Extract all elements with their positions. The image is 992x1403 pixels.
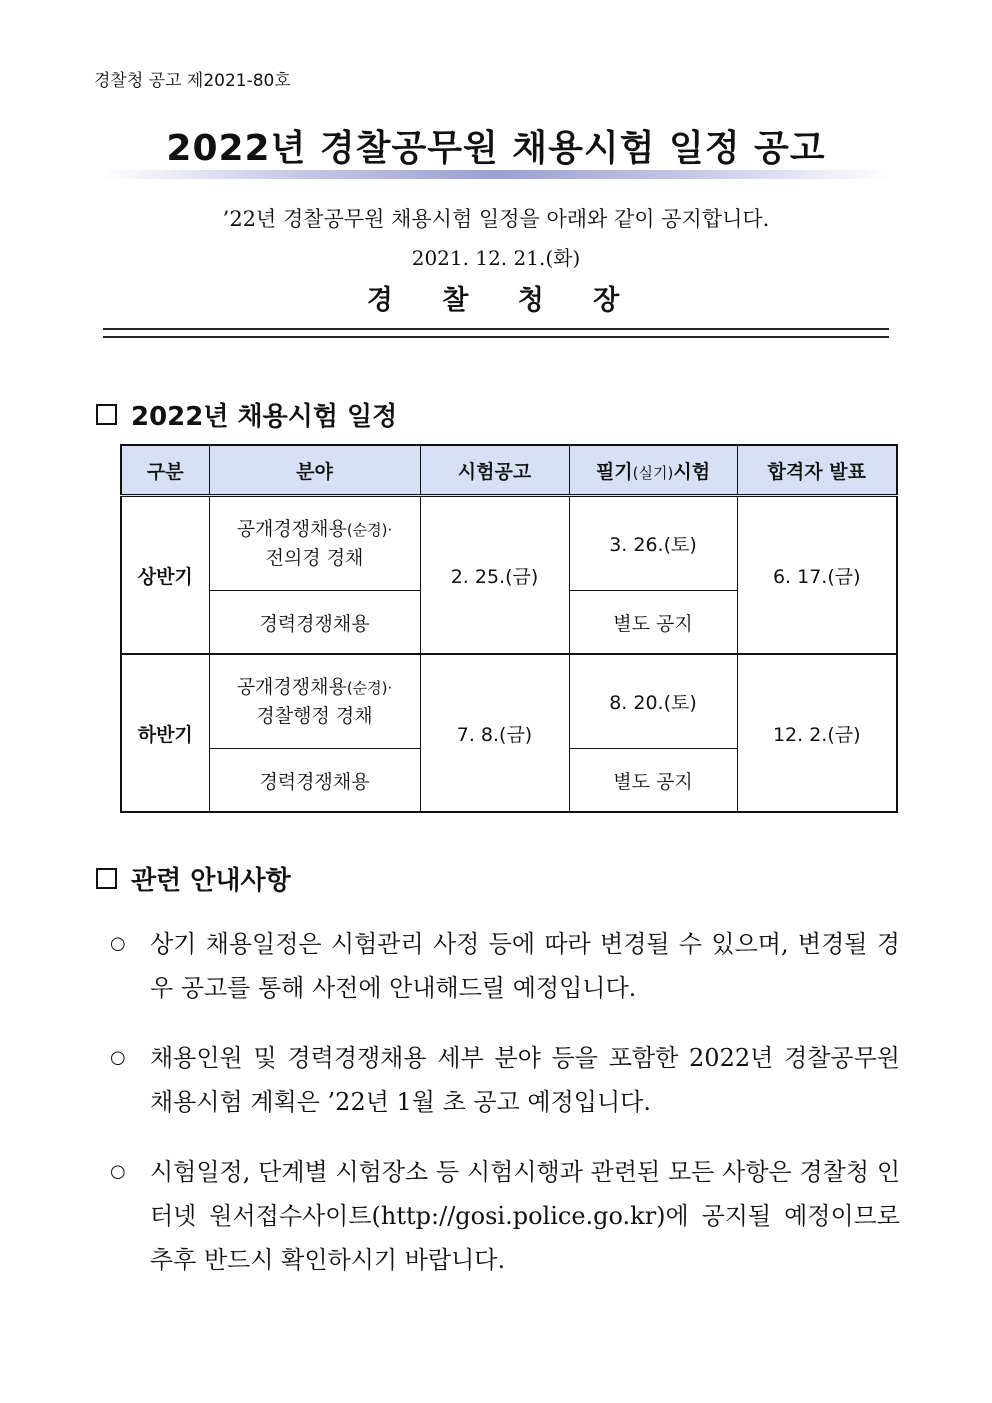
notices-heading (96, 860, 291, 897)
second-half-written-career: 별도 공지 (569, 749, 737, 813)
first-half-career-field: 경력경쟁채용 (209, 591, 420, 655)
first-half-open-field: 공개경쟁채용(순경)· 전의경 경채 (209, 496, 420, 591)
checkbox-square-icon (96, 868, 117, 889)
first-half-written-career: 별도 공지 (569, 591, 737, 655)
schedule-heading (96, 396, 397, 433)
announcement-date: 2021. 12. 21.(화) (411, 246, 581, 270)
second-half-label: 하반기 (121, 654, 209, 812)
schedule-table (120, 444, 898, 813)
table-header-row (121, 445, 897, 496)
second-half-result: 12. 2.(금) (737, 654, 897, 812)
list-item: ○ 채용인원 및 경력경쟁채용 세부 분야 등을 포함한 2022년 경찰공무원 채용시험 계획은 ’22년 1월 초 공고 예정입니다. (110, 1036, 900, 1124)
page-title: 2022년 경찰공무원 채용시험 일정 공고 (166, 128, 826, 169)
col-header-announce: 시험공고 (420, 445, 569, 496)
second-half-career-field: 경력경쟁채용 (209, 749, 420, 813)
col-header-category: 구분 (121, 445, 209, 496)
second-half-written-open: 8. 20.(토) (569, 654, 737, 749)
notices-heading-text: 관련 안내사항 (131, 866, 291, 896)
list-item: ○ 상기 채용일정은 시험관리 사정 등에 따라 변경될 수 있으며, 변경될 경우 공고를 통해 사전에 안내해드릴 예정입니다. (110, 922, 900, 1010)
second-half-announce: 7. 8.(금) (420, 654, 569, 812)
table-row (121, 654, 897, 749)
notice-list (110, 922, 900, 1308)
circle-bullet-icon: ○ (110, 933, 126, 954)
issuer-name: 경 찰 청 장 (366, 285, 640, 316)
first-half-label: 상반기 (121, 496, 209, 655)
title-underline (100, 170, 890, 179)
first-half-announce: 2. 25.(금) (420, 496, 569, 655)
col-header-written: 필기(실기)시험 (569, 445, 737, 496)
circle-bullet-icon: ○ (110, 1161, 126, 1182)
lead-sentence: ’22년 경찰공무원 채용시험 일정을 아래와 같이 공지합니다. (222, 207, 770, 231)
second-half-open-field: 공개경쟁채용(순경)· 경찰행정 경채 (209, 654, 420, 749)
table-row (121, 496, 897, 591)
schedule-heading-text: 2022년 채용시험 일정 (131, 402, 398, 432)
first-half-written-open: 3. 26.(토) (569, 496, 737, 591)
double-divider (103, 322, 889, 346)
document-number: 경찰청 공고 제2021-80호 (94, 71, 291, 91)
col-header-result: 합격자 발표 (737, 445, 897, 496)
circle-bullet-icon: ○ (110, 1047, 126, 1068)
col-header-field: 분야 (209, 445, 420, 496)
list-item: ○ 시험일정, 단계별 시험장소 등 시험시행과 관련된 모든 사항은 경찰청 인터넷 원서접수사이트(http://gosi.police.go.kr)에 공지될 예정이므로 추후 반드시 확인하시기 바랍니다. (110, 1150, 900, 1282)
first-half-result: 6. 17.(금) (737, 496, 897, 655)
checkbox-square-icon (96, 404, 117, 425)
